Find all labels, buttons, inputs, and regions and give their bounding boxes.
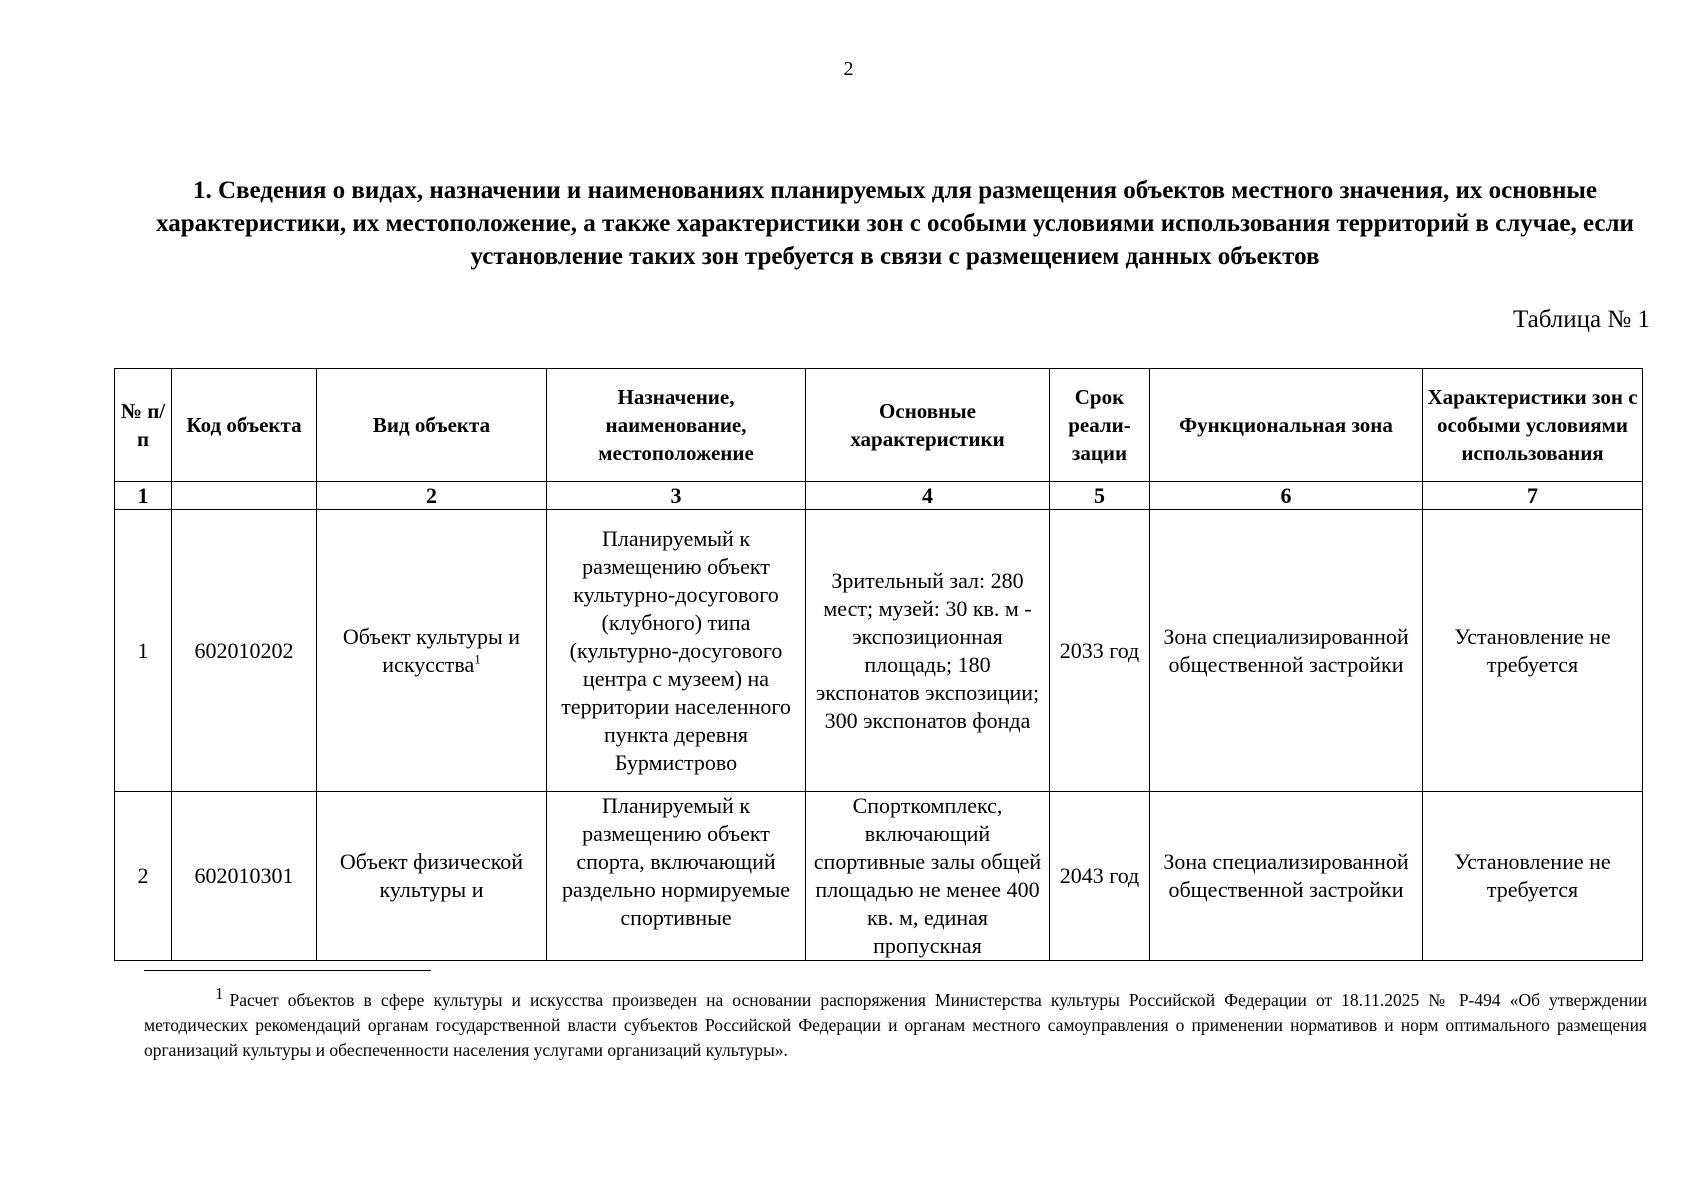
header-cell: Основные характеристики xyxy=(806,369,1050,482)
header-cell: Назначение, наименование, местоположение xyxy=(547,369,806,482)
object-type-text: Объект культуры и искусства xyxy=(342,623,521,677)
row-num: 2 xyxy=(115,792,172,961)
column-number xyxy=(172,482,317,510)
footnote-ref: 1 xyxy=(474,651,481,667)
object-code: 602010202 xyxy=(172,510,317,792)
row-num: 1 xyxy=(115,510,172,792)
footnote-mark: 1 xyxy=(215,984,224,1004)
functional-zone: Зона специализированной общественной застройки xyxy=(1150,792,1423,961)
object-type xyxy=(317,510,547,792)
object-purpose: Планируемый к размещению объект спорта, включающий раздельно нормируемые спортивные xyxy=(547,792,806,961)
special-zones: Установление не требуется xyxy=(1423,792,1643,961)
objects-table xyxy=(114,368,1643,961)
header-cell: Функциональная зона xyxy=(1150,369,1423,482)
footnote-text: Расчет объектов в сфере культуры и искусства произведен на основании распоряжения Министерства культуры Российской Федерации от 18.11.2025 № Р-494 «Об утверждении методических рекомендаций органам государственной власти субъектов Российской Федерации и органам местного самоуправления о применении нормативов и норм оптимального размещения организаций культуры и обеспеченности населения услугами организаций культуры». xyxy=(144,990,1647,1060)
object-type: Объект физической культуры и xyxy=(317,792,547,961)
table-header-row xyxy=(115,369,1643,482)
header-cell: № п/п xyxy=(115,369,172,482)
footnote-divider xyxy=(144,970,431,971)
table-row xyxy=(115,792,1643,961)
header-cell: Вид объекта xyxy=(317,369,547,482)
column-number: 4 xyxy=(806,482,1050,510)
implementation-term: 2043 год xyxy=(1050,792,1150,961)
column-number-row xyxy=(115,482,1643,510)
page-number: 2 xyxy=(843,58,854,80)
column-number: 7 xyxy=(1423,482,1643,510)
header-cell: Код объекта xyxy=(172,369,317,482)
object-purpose: Планируемый к размещению объект культурно-досугового (клубного) типа (культурно-досугового центра с музеем) на территории населенного пункта деревня Бурмистрово xyxy=(547,510,806,792)
object-characteristics: Зрительный зал: 280 мест; музей: 30 кв. м - экспозиционная площадь; 180 экспонатов экспозиции; 300 экспонатов фонда xyxy=(806,510,1050,792)
column-number: 6 xyxy=(1150,482,1423,510)
column-number: 5 xyxy=(1050,482,1150,510)
footnote xyxy=(144,984,1647,1063)
column-number: 1 xyxy=(115,482,172,510)
object-characteristics: Спорткомплекс, включающий спортивные залы общей площадью не менее 400 кв. м, единая пропускная xyxy=(806,792,1050,961)
header-cell: Характеристики зон с особыми условиями использования xyxy=(1423,369,1643,482)
column-number: 3 xyxy=(547,482,806,510)
table-row xyxy=(115,510,1643,792)
section-title: 1. Сведения о видах, назначении и наименованиях планируемых для размещения объектов местного значения, их основные характеристики, их местоположение, а также характеристики зон с особыми условиями использования территорий в случае, если установление таких зон требуется в связи с размещением данных объектов xyxy=(156,177,1634,270)
object-code: 602010301 xyxy=(172,792,317,961)
header-cell: Срок реали-зации xyxy=(1050,369,1150,482)
functional-zone: Зона специализированной общественной застройки xyxy=(1150,510,1423,792)
special-zones: Установление не требуется xyxy=(1423,510,1643,792)
implementation-term: 2033 год xyxy=(1050,510,1150,792)
table-caption: Таблица № 1 xyxy=(1512,306,1650,333)
column-number: 2 xyxy=(317,482,547,510)
